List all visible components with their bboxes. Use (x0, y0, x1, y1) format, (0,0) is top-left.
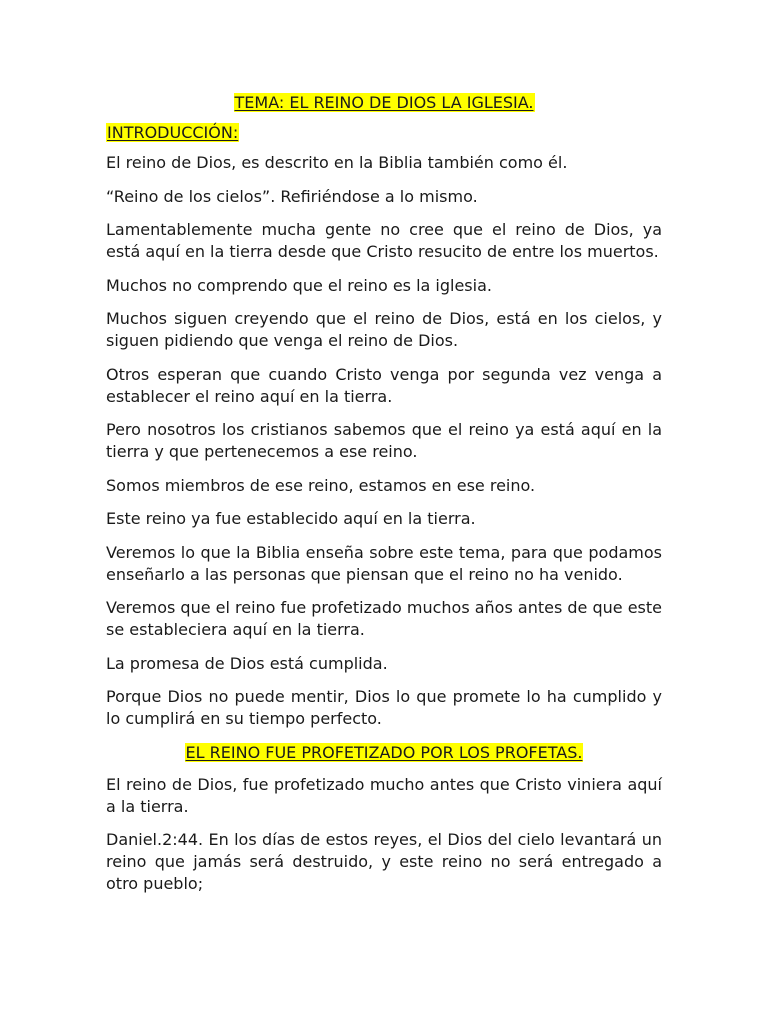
intro-paragraph: Otros esperan que cuando Cristo venga por segunda vez venga a establecer el reino aquí en la tierra. (106, 364, 662, 406)
intro-paragraph: Porque Dios no puede mentir, Dios lo que promete lo ha cumplido y lo cumplirá en su tiempo perfecto. (106, 687, 662, 728)
intro-paragraph: Lamentablemente mucha gente no cree que el reino de Dios, ya está aquí en la tierra desde que Cristo resucito de entre los muertos. (106, 220, 662, 261)
intro-paragraph: Pero nosotros los cristianos sabemos que el reino ya está aquí en la tierra y que pertenecemos a ese reino. (106, 420, 662, 461)
intro-paragraph: Muchos no comprendo que el reino es la iglesia. (106, 275, 492, 295)
intro-paragraph: Veremos lo que la Biblia enseña sobre este tema, para que podamos enseñarlo a las personas que piensan que el reino no ha venido. (106, 542, 662, 584)
intro-heading-highlight: INTRODUCCIÓN: (107, 123, 239, 142)
intro-paragraph: Muchos siguen creyendo que el reino de Dios, está en los cielos, y siguen pidiendo que venga el reino de Dios. (106, 309, 662, 350)
title-highlight: TEMA: EL REINO DE DIOS LA IGLESIA. (234, 93, 534, 112)
intro-paragraph: “Reino de los cielos”. Refiriéndose a lo mismo. (106, 186, 478, 206)
section-paragraph: Daniel.2:44. En los días de estos reyes, el Dios del cielo levantará un reino que jamás será destruido, y este reino no será entregado a otro pueblo; (106, 830, 662, 893)
document-page (106, 92, 662, 907)
intro-paragraph: Veremos que el reino fue profetizado muchos años antes de que este se estableciera aquí en la tierra. (106, 598, 662, 639)
intro-paragraph: Somos miembros de ese reino, estamos en ese reino. (106, 475, 536, 495)
document-title (106, 92, 662, 114)
intro-paragraph: El reino de Dios, es descrito en la Biblia también como él. (106, 153, 568, 172)
section-heading-highlight: EL REINO FUE PROFETIZADO POR LOS PROFETAS. (185, 742, 583, 762)
section-paragraph: El reino de Dios, fue profetizado mucho antes que Cristo viniera aquí a la tierra. (106, 774, 662, 816)
intro-paragraph: La promesa de Dios está cumplida. (106, 653, 388, 673)
intro-paragraph: Este reino ya fue establecido aquí en la tierra. (106, 509, 476, 528)
intro-heading (106, 122, 662, 144)
section-heading (106, 742, 662, 764)
